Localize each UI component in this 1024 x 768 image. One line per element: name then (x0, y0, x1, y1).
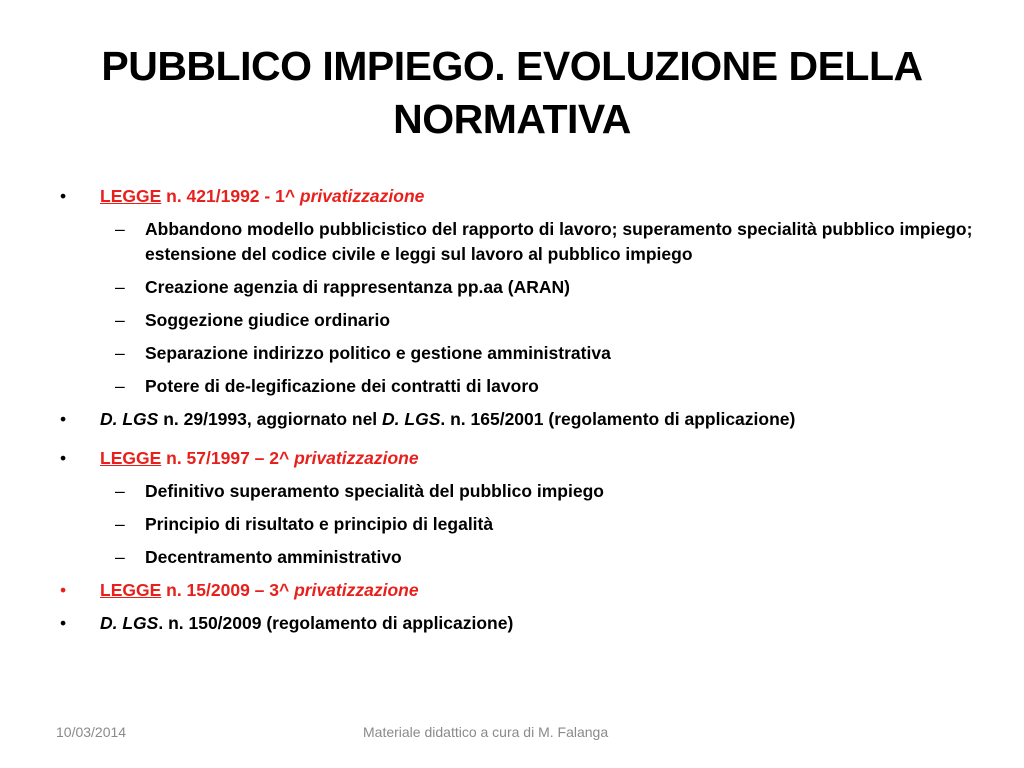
slide-title: PUBBLICO IMPIEGO. EVOLUZIONE DELLA NORMATIVA (101, 43, 923, 142)
dash-icon: – (115, 343, 125, 363)
legge-number: n. 57/1997 – 2^ (161, 448, 295, 468)
sub-bullet-principio (56, 512, 976, 537)
sub-bullet-separazione (56, 341, 976, 366)
bullet-legge-57-1997 (56, 446, 976, 471)
bullet-dot-icon: • (60, 409, 67, 429)
footer-author: Materiale didattico a cura di M. Falanga (363, 724, 609, 740)
dash-icon: – (115, 310, 125, 330)
slide-content (56, 184, 976, 636)
sub-bullet-abbandono (56, 217, 976, 267)
dash-icon: – (115, 277, 125, 297)
bullet-dlgs-150-2009 (56, 611, 976, 636)
bullet-dot-icon: • (60, 448, 67, 468)
bullet-legge-421-1992 (56, 184, 976, 209)
bullet-dlgs-29-1993 (56, 407, 976, 432)
sub-bullet-text: Soggezione giudice ordinario (145, 310, 391, 330)
sub-bullet-text: Abbandono modello pubblicistico del rapporto di lavoro; superamento specialità pubblico impiego; estensione del codice civile e leggi sul lavoro al pubblico impiego (145, 219, 973, 264)
dash-icon: – (115, 376, 125, 396)
sub-bullet-definitivo (56, 479, 976, 504)
bullet-dot-icon: • (60, 613, 67, 633)
sub-bullet-text: Creazione agenzia di rappresentanza pp.aa (ARAN) (145, 277, 570, 297)
sub-bullet-text: Potere di de-legificazione dei contratti di lavoro (145, 376, 539, 396)
privatizzazione-label: privatizzazione (294, 448, 419, 468)
sub-bullet-aran (56, 275, 976, 300)
sub-bullet-text: Decentramento amministrativo (145, 547, 402, 567)
sub-bullet-text: Definitivo superamento specialità del pubblico impiego (145, 481, 604, 501)
sub-bullet-text: Principio di risultato e principio di legalità (145, 514, 494, 534)
sub-bullet-decentramento (56, 545, 976, 570)
dlgs-text: . n. 150/2009 (regolamento di applicazione) (158, 613, 514, 633)
bullet-dot-icon: • (60, 186, 67, 206)
legge-label: LEGGE (100, 186, 162, 206)
dlgs-label: D. LGS (382, 409, 441, 429)
privatizzazione-label: privatizzazione (294, 580, 419, 600)
legge-label: LEGGE (100, 580, 162, 600)
dash-icon: – (115, 219, 125, 239)
legge-number: n. 421/1992 - 1^ (161, 186, 300, 206)
dlgs-text: . n. 165/2001 (regolamento di applicazione) (440, 409, 796, 429)
legge-number: n. 15/2009 – 3^ (161, 580, 295, 600)
dash-icon: – (115, 514, 125, 534)
dlgs-label: D. LGS (100, 409, 159, 429)
sub-bullet-text: Separazione indirizzo politico e gestione amministrativa (145, 343, 611, 363)
sub-bullet-giudice (56, 308, 976, 333)
bullet-legge-15-2009 (56, 578, 976, 603)
privatizzazione-label: privatizzazione (299, 186, 425, 206)
footer-date: 10/03/2014 (56, 724, 127, 740)
dash-icon: – (115, 481, 125, 501)
dash-icon: – (115, 547, 125, 567)
sub-bullet-delegificazione (56, 374, 976, 399)
bullet-dot-icon: • (60, 580, 67, 600)
dlgs-label: D. LGS (100, 613, 159, 633)
dlgs-text: n. 29/1993, aggiornato nel (158, 409, 383, 429)
legge-label: LEGGE (100, 448, 162, 468)
